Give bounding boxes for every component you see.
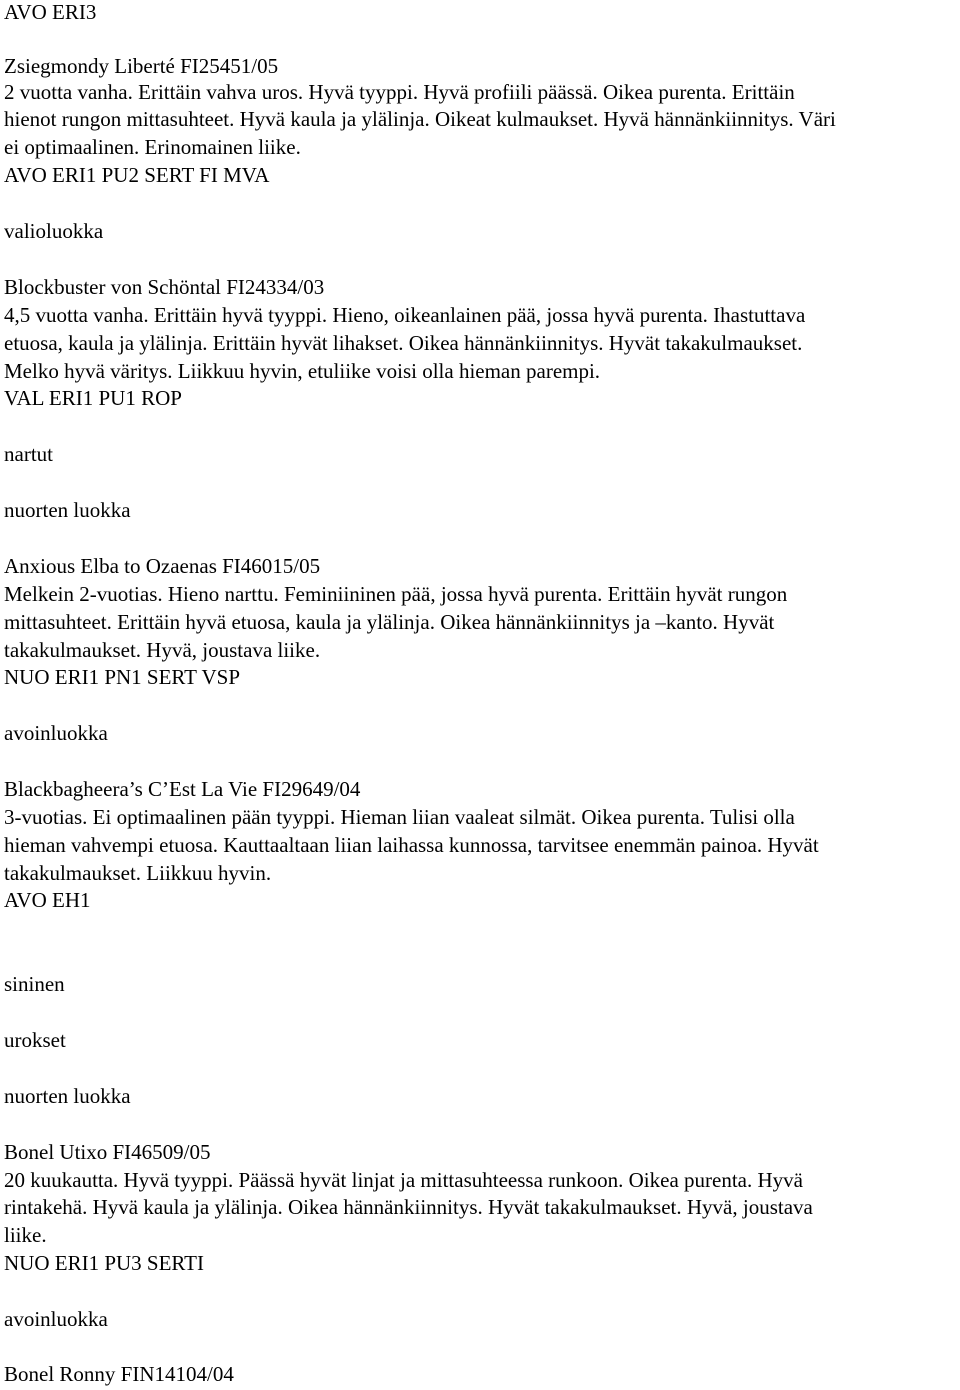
dog-name: Zsiegmondy Liberté FI25451/05	[4, 54, 279, 78]
critique-line: hienot rungon mittasuhteet. Hyvä kaula ja ylälinja. Oikeat kulmaukset. Hyvä hännänkiinnitys. Väri	[4, 107, 836, 131]
dog-name: Bonel Ronny FIN14104/04	[4, 1362, 234, 1386]
result-line: AVO ERI1 PU2 SERT FI MVA	[4, 163, 270, 187]
sex-heading: urokset	[4, 1028, 66, 1052]
class-heading: nuorten luokka	[4, 498, 131, 522]
result-line: AVO EH1	[4, 888, 91, 912]
critique-line: mittasuhteet. Erittäin hyvä etuosa, kaula ja ylälinja. Oikea hännänkiinnitys ja –kanto. Hyvät	[4, 610, 775, 634]
critique-line: liike.	[4, 1223, 47, 1247]
dog-name: Bonel Utixo FI46509/05	[4, 1140, 211, 1164]
class-heading: valioluokka	[4, 219, 104, 243]
critique-line: 20 kuukautta. Hyvä tyyppi. Päässä hyvät linjat ja mittasuhteessa runkoon. Oikea purenta. Hyvä	[4, 1168, 803, 1192]
dog-name: Anxious Elba to Ozaenas FI46015/05	[4, 554, 321, 578]
result-line: AVO ERI3	[4, 0, 97, 24]
dog-name: Blockbuster von Schöntal FI24334/03	[4, 275, 325, 299]
critique-line: Melko hyvä väritys. Liikkuu hyvin, etuliike voisi olla hieman parempi.	[4, 359, 601, 383]
color-heading: sininen	[4, 972, 65, 996]
result-line: NUO ERI1 PN1 SERT VSP	[4, 665, 241, 689]
class-heading: avoinluokka	[4, 721, 108, 745]
critique-line: takakulmaukset. Liikkuu hyvin.	[4, 861, 272, 885]
critique-line: Melkein 2-vuotias. Hieno narttu. Feminiininen pää, jossa hyvä purenta. Erittäin hyvät rungon	[4, 582, 788, 606]
class-heading: nuorten luokka	[4, 1084, 131, 1108]
result-line: VAL ERI1 PU1 ROP	[4, 386, 182, 410]
critique-line: takakulmaukset. Hyvä, joustava liike.	[4, 638, 321, 662]
dog-name: Blackbagheera’s C’Est La Vie FI29649/04	[4, 777, 361, 801]
critique-line: 4,5 vuotta vanha. Erittäin hyvä tyyppi. Hieno, oikeanlainen pää, jossa hyvä purenta. Ihastuttava	[4, 303, 806, 327]
critique-line: hieman vahvempi etuosa. Kauttaaltaan liian laihassa kunnossa, tarvitsee enemmän painoa. Hyvät	[4, 833, 819, 857]
sex-heading: nartut	[4, 442, 53, 466]
critique-line: 2 vuotta vanha. Erittäin vahva uros. Hyvä tyyppi. Hyvä profiili päässä. Oikea purenta. Erittäin	[4, 80, 795, 104]
critique-line: etuosa, kaula ja ylälinja. Erittäin hyvät lihakset. Oikea hännänkiinnitys. Hyvät takakulmaukset.	[4, 331, 803, 355]
class-heading: avoinluokka	[4, 1307, 108, 1331]
critique-line: rintakehä. Hyvä kaula ja ylälinja. Oikea hännänkiinnitys. Hyvät takakulmaukset. Hyvä, joustava	[4, 1195, 813, 1219]
critique-line: ei optimaalinen. Erinomainen liike.	[4, 135, 301, 159]
critique-line: 3-vuotias. Ei optimaalinen pään tyyppi. Hieman liian vaaleat silmät. Oikea purenta. Tulisi olla	[4, 805, 795, 829]
result-line: NUO ERI1 PU3 SERTI	[4, 1251, 204, 1275]
